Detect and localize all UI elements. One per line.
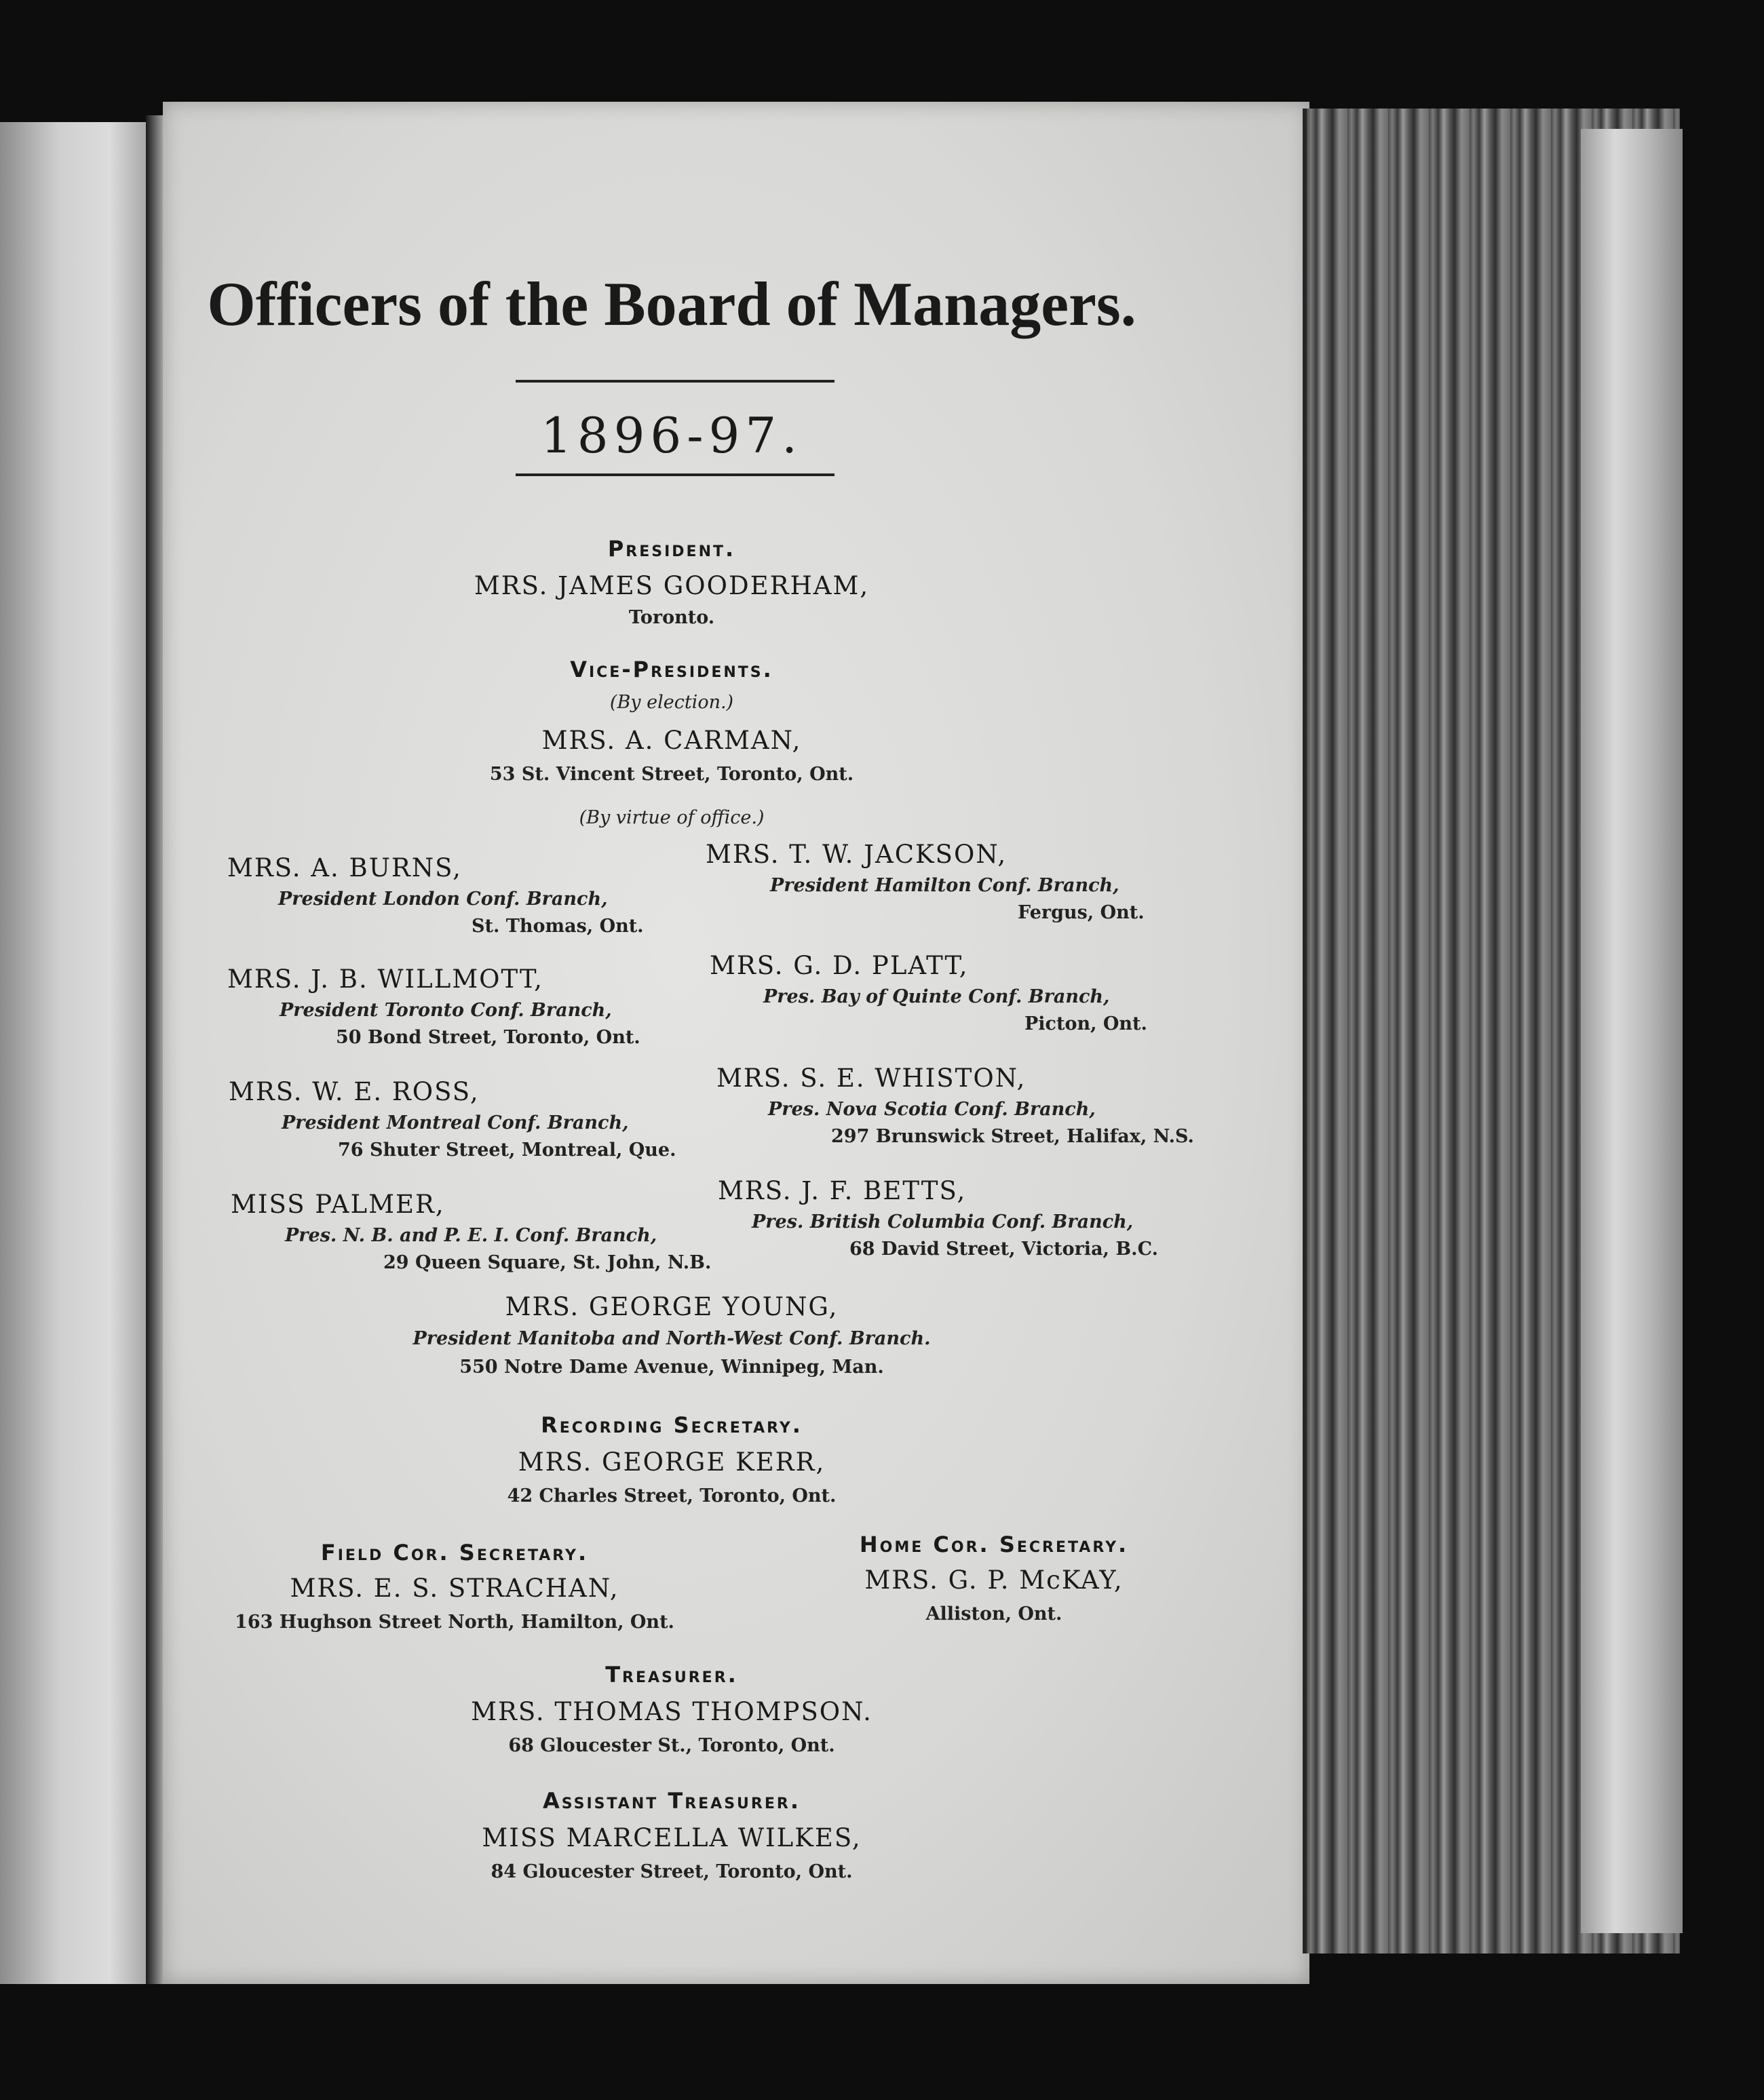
- by-office-note: (By virtue of office.): [579, 807, 765, 828]
- vp-left-role: Pres. N. B. and P. E. I. Conf. Branch,: [285, 1225, 657, 1246]
- treasurer-heading: Treasurer.: [605, 1662, 738, 1688]
- vp-left-name: MRS. W. E. ROSS,: [229, 1077, 480, 1106]
- home-secretary-heading: Home Cor. Secretary.: [859, 1532, 1129, 1557]
- treasurer-name: MRS. THOMAS THOMPSON.: [471, 1697, 873, 1726]
- vice-presidents-heading: Vice-Presidents.: [570, 657, 773, 682]
- president-address: Toronto.: [628, 607, 715, 628]
- vp-elected-address: 53 St. Vincent Street, Toronto, Ont.: [489, 764, 854, 785]
- vp-right-role: Pres. Nova Scotia Conf. Branch,: [768, 1099, 1096, 1120]
- page-content: [163, 102, 1309, 1984]
- vp-left-address: 50 Bond Street, Toronto, Ont.: [336, 1027, 640, 1048]
- vp-manitoba-address: 550 Notre Dame Avenue, Winnipeg, Man.: [459, 1357, 884, 1378]
- home-secretary-name: MRS. G. P. McKAY,: [864, 1566, 1124, 1595]
- field-secretary-name: MRS. E. S. STRACHAN,: [290, 1574, 619, 1603]
- president-name: MRS. JAMES GOODERHAM,: [474, 571, 870, 600]
- vp-right-address: 68 David Street, Victoria, B.C.: [849, 1239, 1158, 1260]
- recording-secretary-address: 42 Charles Street, Toronto, Ont.: [507, 1485, 837, 1506]
- field-secretary-heading: Field Cor. Secretary.: [320, 1540, 589, 1566]
- vp-right-name: MRS. S. E. WHISTON,: [716, 1064, 1027, 1093]
- year-heading: 1896-97.: [540, 407, 803, 464]
- page-title: Officers of the Board of Managers.: [207, 269, 1136, 338]
- vp-right-role: President Hamilton Conf. Branch,: [770, 875, 1119, 896]
- home-secretary-address: Alliston, Ont.: [925, 1603, 1062, 1625]
- vp-left-name: MRS. A. BURNS,: [227, 853, 462, 882]
- rule-top: [516, 380, 835, 383]
- vp-left-name: MISS PALMER,: [231, 1190, 445, 1219]
- vp-right-address: Picton, Ont.: [1024, 1013, 1147, 1034]
- president-heading: President.: [607, 536, 736, 562]
- assistant-treasurer-address: 84 Gloucester Street, Toronto, Ont.: [491, 1861, 853, 1882]
- vp-right-role: Pres. British Columbia Conf. Branch,: [752, 1211, 1134, 1232]
- vp-left-role: President Toronto Conf. Branch,: [280, 1000, 612, 1021]
- vp-right-name: MRS. J. F. BETTS,: [718, 1176, 967, 1205]
- field-secretary-address: 163 Hughson Street North, Hamilton, Ont.: [235, 1612, 674, 1633]
- rule-bottom: [516, 473, 835, 476]
- vp-left-address: 29 Queen Square, St. John, N.B.: [383, 1252, 712, 1273]
- vp-left-address: St. Thomas, Ont.: [472, 916, 644, 937]
- treasurer-address: 68 Gloucester St., Toronto, Ont.: [508, 1735, 835, 1756]
- vp-manitoba-name: MRS. GEORGE YOUNG,: [505, 1292, 839, 1321]
- assistant-treasurer-heading: Assistant Treasurer.: [543, 1788, 801, 1814]
- recording-secretary-name: MRS. GEORGE KERR,: [518, 1447, 826, 1477]
- vp-left-role: President London Conf. Branch,: [278, 889, 608, 910]
- vp-manitoba-role: President Manitoba and North-West Conf. Branch.: [413, 1328, 931, 1349]
- vp-left-role: President Montreal Conf. Branch,: [282, 1112, 629, 1133]
- vp-right-name: MRS. G. D. PLATT,: [710, 951, 969, 980]
- left-page-sliver: [0, 122, 149, 1984]
- vp-right-address: Fergus, Ont.: [1018, 902, 1145, 923]
- assistant-treasurer-name: MISS MARCELLA WILKES,: [482, 1823, 862, 1852]
- vp-right-name: MRS. T. W. JACKSON,: [706, 840, 1008, 869]
- recording-secretary-heading: Recording Secretary.: [541, 1412, 803, 1438]
- vp-right-role: Pres. Bay of Quinte Conf. Branch,: [763, 986, 1110, 1007]
- vp-left-address: 76 Shuter Street, Montreal, Que.: [338, 1140, 676, 1161]
- page-block-edge-highlight: [1581, 129, 1683, 1933]
- vp-right-address: 297 Brunswick Street, Halifax, N.S.: [831, 1126, 1194, 1147]
- by-election-note: (By election.): [609, 692, 734, 713]
- vp-elected-name: MRS. A. CARMAN,: [541, 726, 802, 755]
- vp-left-name: MRS. J. B. WILLMOTT,: [227, 965, 543, 994]
